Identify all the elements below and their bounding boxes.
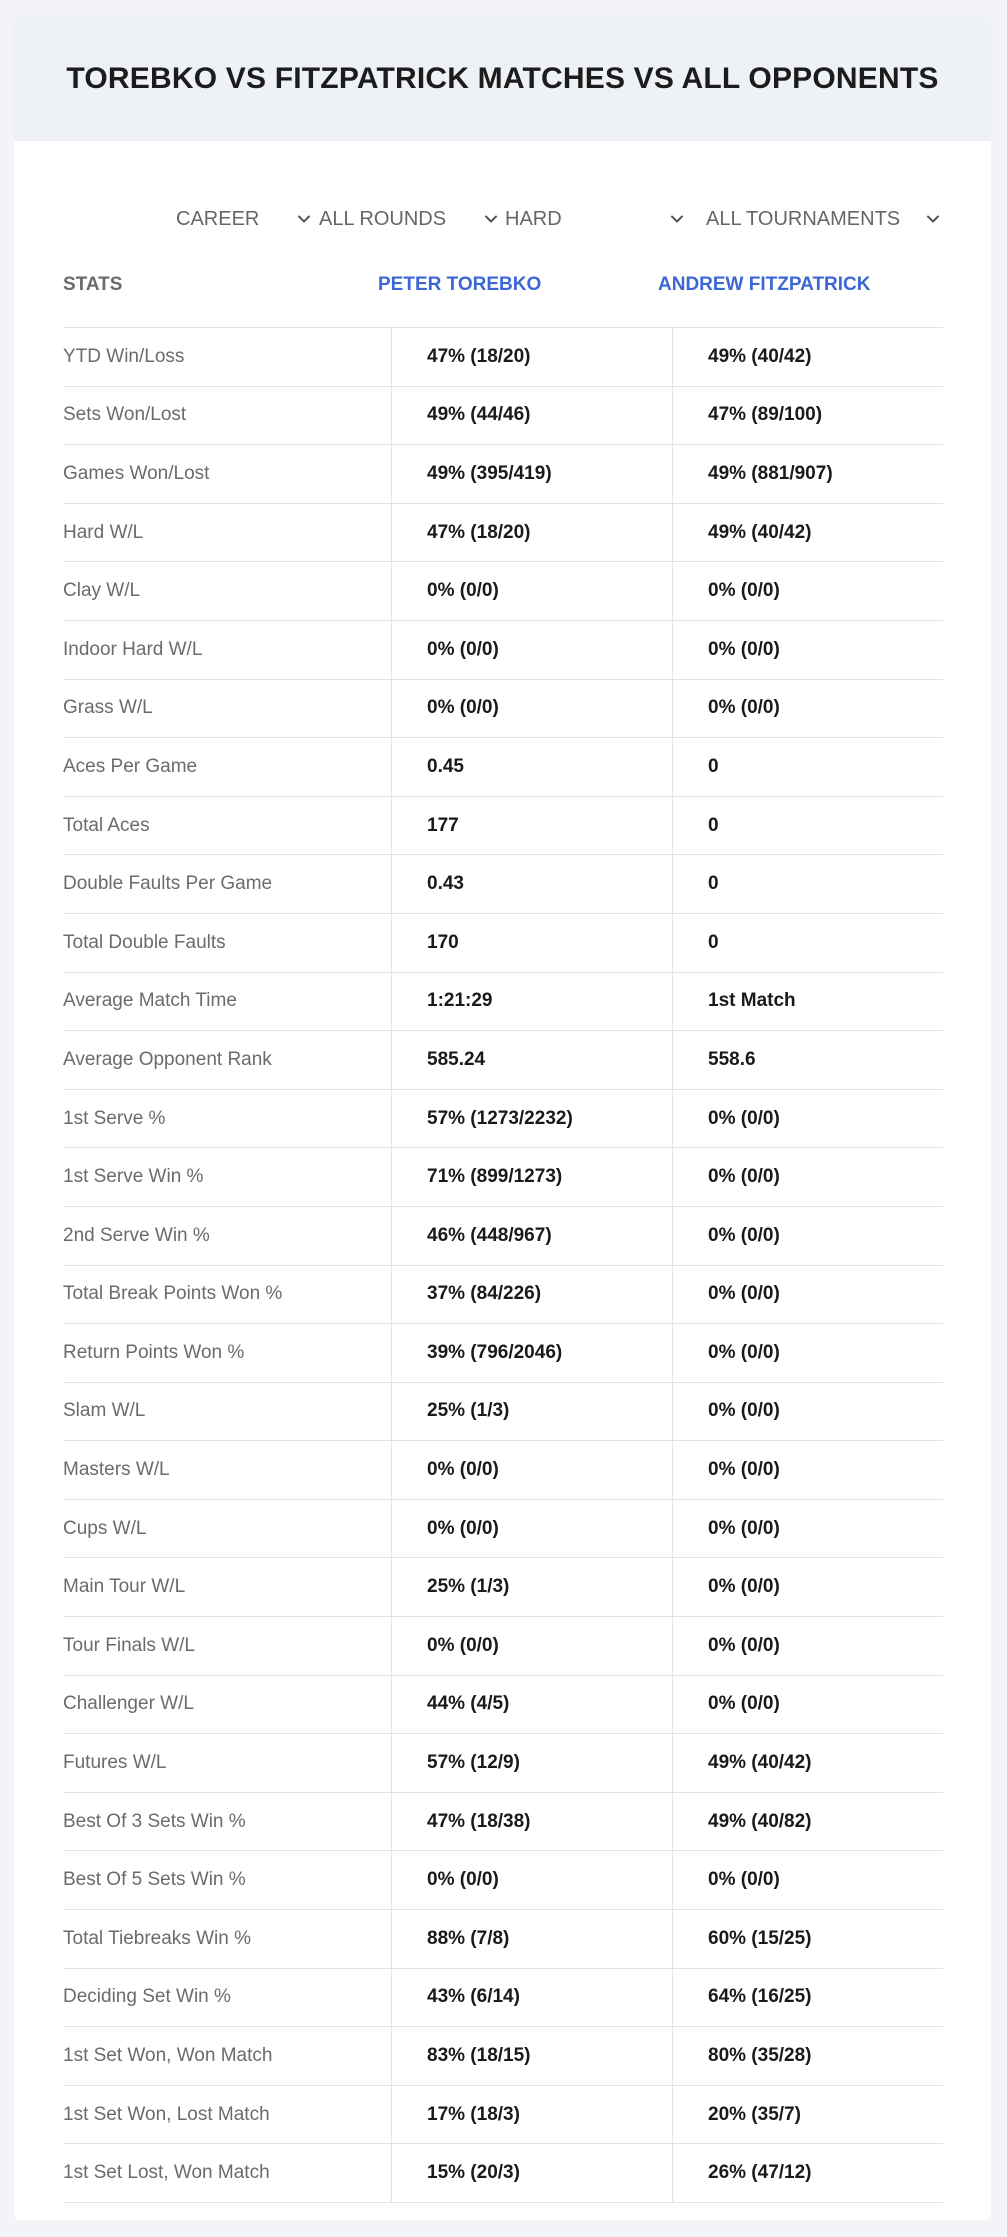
- table-row: [63, 1676, 943, 1735]
- column-divider: [391, 1207, 392, 1266]
- table-row: [63, 1558, 943, 1617]
- column-divider: [672, 1500, 673, 1559]
- chevron-down-icon: [925, 211, 941, 227]
- table-row: [63, 2086, 943, 2145]
- table-row: [63, 1031, 943, 1090]
- page-title: TOREBKO VS FITZPATRICK MATCHES VS ALL OPPONENTS: [66, 61, 939, 95]
- column-divider: [391, 387, 392, 446]
- stat-label: Clay W/L: [63, 580, 141, 602]
- stat-label: Masters W/L: [63, 1459, 170, 1481]
- column-divider: [672, 1734, 673, 1793]
- player2-value: 0% (0/0): [708, 1341, 780, 1363]
- column-divider: [391, 914, 392, 973]
- player1-value: 71% (899/1273): [427, 1166, 563, 1188]
- table-row: [63, 2144, 943, 2203]
- player1-value: 0% (0/0): [427, 1517, 499, 1539]
- table-row: [63, 973, 943, 1032]
- column-divider: [391, 1441, 392, 1500]
- column-divider: [391, 2144, 392, 2203]
- player2-value: 49% (40/42): [708, 345, 812, 367]
- player1-value: 170: [427, 931, 459, 953]
- table-row: [63, 1207, 943, 1266]
- player2-value: 26% (47/12): [708, 2162, 812, 2184]
- tournaments-filter[interactable]: [706, 194, 941, 244]
- column-divider: [672, 680, 673, 739]
- player2-value: 558.6: [708, 1048, 756, 1070]
- stat-label: Best Of 5 Sets Win %: [63, 1869, 246, 1891]
- column-divider: [391, 2027, 392, 2086]
- table-row: [63, 738, 943, 797]
- player1-value: 585.24: [427, 1048, 486, 1070]
- column-divider: [391, 1266, 392, 1325]
- player2-value: 0% (0/0): [708, 1576, 780, 1598]
- player2-value: 0% (0/0): [708, 1400, 780, 1422]
- column-divider: [672, 1383, 673, 1442]
- column-divider: [391, 445, 392, 504]
- table-row: [63, 1793, 943, 1852]
- column-divider: [672, 855, 673, 914]
- player1-value: 46% (448/967): [427, 1224, 552, 1246]
- header: [14, 16, 991, 141]
- column-divider: [391, 1851, 392, 1910]
- player2-value: 49% (881/907): [708, 462, 833, 484]
- table-row: [63, 1090, 943, 1149]
- stat-label: Average Opponent Rank: [63, 1048, 272, 1070]
- column-divider: [391, 855, 392, 914]
- table-header: [63, 254, 943, 328]
- column-divider: [391, 562, 392, 621]
- table-row: [63, 387, 943, 446]
- column-divider: [391, 328, 392, 387]
- column-divider: [672, 1031, 673, 1090]
- table-row: [63, 1734, 943, 1793]
- player2-value: 80% (35/28): [708, 2045, 812, 2067]
- table-row: [63, 1441, 943, 1500]
- stat-label: Main Tour W/L: [63, 1576, 186, 1598]
- column-divider: [391, 1617, 392, 1676]
- player1-value: 37% (84/226): [427, 1283, 542, 1305]
- player1-value: 47% (18/20): [427, 521, 531, 543]
- chevron-down-icon: [483, 211, 499, 227]
- chevron-down-icon: [669, 211, 685, 227]
- table-row: [63, 1324, 943, 1383]
- table-row: [63, 855, 943, 914]
- player1-value: 25% (1/3): [427, 1400, 510, 1422]
- stat-label: Indoor Hard W/L: [63, 638, 203, 660]
- table-row: [63, 1500, 943, 1559]
- player1-value: 49% (395/419): [427, 462, 552, 484]
- column-divider: [391, 738, 392, 797]
- stat-label: Sets Won/Lost: [63, 404, 187, 426]
- column-divider: [391, 1793, 392, 1852]
- player2-value: 1st Match: [708, 990, 796, 1012]
- column-divider: [672, 1617, 673, 1676]
- column-divider: [391, 1383, 392, 1442]
- player2-value: 64% (16/25): [708, 1986, 812, 2008]
- column-divider: [672, 2144, 673, 2203]
- column-header-stats: STATS: [63, 274, 123, 295]
- player1-value: 0% (0/0): [427, 1459, 499, 1481]
- player1-value: 0.43: [427, 873, 464, 895]
- stat-label: Total Break Points Won %: [63, 1283, 283, 1305]
- column-divider: [672, 914, 673, 973]
- player1-value: 25% (1/3): [427, 1576, 510, 1598]
- table-row: [63, 562, 943, 621]
- column-divider: [391, 1734, 392, 1793]
- column-divider: [391, 797, 392, 856]
- player2-value: 20% (35/7): [708, 2103, 801, 2125]
- column-divider: [672, 621, 673, 680]
- player1-value: 39% (796/2046): [427, 1341, 563, 1363]
- stat-label: 1st Serve %: [63, 1107, 166, 1129]
- table-row: [63, 1969, 943, 2028]
- column-divider: [672, 1969, 673, 2028]
- column-divider: [672, 1793, 673, 1852]
- player1-value: 0% (0/0): [427, 1634, 499, 1656]
- player2-value: 0% (0/0): [708, 1693, 780, 1715]
- stat-label: Aces Per Game: [63, 755, 198, 777]
- player2-value: 0% (0/0): [708, 1517, 780, 1539]
- column-divider: [391, 1558, 392, 1617]
- player2-value: 0% (0/0): [708, 697, 780, 719]
- column-divider: [672, 328, 673, 387]
- stat-label: Futures W/L: [63, 1752, 167, 1774]
- stat-label: 1st Set Won, Won Match: [63, 2045, 273, 2067]
- stat-label: 1st Set Lost, Won Match: [63, 2162, 270, 2184]
- player2-value: 0: [708, 814, 719, 836]
- career-filter[interactable]: [176, 194, 312, 244]
- player2-value: 0% (0/0): [708, 1869, 780, 1891]
- player1-value: 15% (20/3): [427, 2162, 520, 2184]
- player1-value: 57% (1273/2232): [427, 1107, 573, 1129]
- filter-bar: [14, 194, 991, 244]
- column-divider: [672, 2086, 673, 2145]
- column-divider: [672, 1558, 673, 1617]
- chevron-down-icon: [296, 211, 312, 227]
- player2-value: 0: [708, 755, 719, 777]
- player1-value: 44% (4/5): [427, 1693, 510, 1715]
- column-divider: [672, 504, 673, 563]
- player2-value: 60% (15/25): [708, 1927, 812, 1949]
- table-row: [63, 504, 943, 563]
- column-divider: [672, 445, 673, 504]
- stat-label: Slam W/L: [63, 1400, 146, 1422]
- column-divider: [672, 387, 673, 446]
- column-divider: [391, 1148, 392, 1207]
- table-row: [63, 1383, 943, 1442]
- stat-label: Total Double Faults: [63, 931, 226, 953]
- player2-value: 0: [708, 873, 719, 895]
- table-row: [63, 621, 943, 680]
- rounds-filter[interactable]: [319, 194, 499, 244]
- player2-value: 49% (40/82): [708, 1810, 812, 1832]
- column-header-player2[interactable]: ANDREW FITZPATRICK: [658, 274, 871, 295]
- column-header-player1[interactable]: PETER TOREBKO: [378, 274, 542, 295]
- table-row: [63, 797, 943, 856]
- stat-label: Return Points Won %: [63, 1341, 245, 1363]
- player1-value: 0.45: [427, 755, 464, 777]
- stat-label: YTD Win/Loss: [63, 345, 185, 367]
- player1-value: 0% (0/0): [427, 638, 499, 660]
- column-divider: [391, 1090, 392, 1149]
- column-divider: [391, 1676, 392, 1735]
- stat-label: Total Aces: [63, 814, 150, 836]
- player1-value: 43% (6/14): [427, 1986, 520, 2008]
- player2-value: 49% (40/42): [708, 521, 812, 543]
- surface-filter[interactable]: [505, 194, 685, 244]
- player1-value: 17% (18/3): [427, 2103, 520, 2125]
- stat-label: Grass W/L: [63, 697, 153, 719]
- column-divider: [672, 1090, 673, 1149]
- player1-value: 0% (0/0): [427, 580, 499, 602]
- player2-value: 0% (0/0): [708, 638, 780, 660]
- player1-value: 83% (18/15): [427, 2045, 531, 2067]
- player2-value: 0% (0/0): [708, 580, 780, 602]
- player1-value: 0% (0/0): [427, 697, 499, 719]
- column-divider: [672, 1676, 673, 1735]
- player2-value: 0% (0/0): [708, 1224, 780, 1246]
- column-divider: [391, 1969, 392, 2028]
- player1-value: 47% (18/38): [427, 1810, 531, 1832]
- player1-value: 177: [427, 814, 459, 836]
- stat-label: Average Match Time: [63, 990, 237, 1012]
- player1-value: 1:21:29: [427, 990, 493, 1012]
- stat-label: Cups W/L: [63, 1517, 147, 1539]
- column-divider: [672, 562, 673, 621]
- stat-label: Tour Finals W/L: [63, 1634, 195, 1656]
- stats-table: [63, 254, 943, 2203]
- column-divider: [672, 2027, 673, 2086]
- stat-label: Double Faults Per Game: [63, 873, 273, 895]
- table-row: [63, 1266, 943, 1325]
- table-row: [63, 328, 943, 387]
- filter-label: ALL ROUNDS: [319, 207, 447, 230]
- table-row: [63, 2027, 943, 2086]
- filter-label: ALL TOURNAMENTS: [706, 207, 901, 230]
- table-row: [63, 680, 943, 739]
- column-divider: [672, 738, 673, 797]
- player1-value: 57% (12/9): [427, 1752, 520, 1774]
- stat-label: Hard W/L: [63, 521, 144, 543]
- player2-value: 47% (89/100): [708, 404, 823, 426]
- column-divider: [391, 1500, 392, 1559]
- column-divider: [672, 1851, 673, 1910]
- column-divider: [391, 2086, 392, 2145]
- column-divider: [672, 797, 673, 856]
- column-divider: [672, 1266, 673, 1325]
- stat-label: 2nd Serve Win %: [63, 1224, 210, 1246]
- stat-label: Total Tiebreaks Win %: [63, 1927, 251, 1949]
- player2-value: 0% (0/0): [708, 1634, 780, 1656]
- stat-label: Deciding Set Win %: [63, 1986, 231, 2008]
- table-row: [63, 1851, 943, 1910]
- column-divider: [672, 1148, 673, 1207]
- column-divider: [391, 1324, 392, 1383]
- table-row: [63, 914, 943, 973]
- player1-value: 47% (18/20): [427, 345, 531, 367]
- table-body: [63, 328, 943, 2203]
- column-divider: [672, 973, 673, 1032]
- column-divider: [391, 680, 392, 739]
- stat-label: Best Of 3 Sets Win %: [63, 1810, 246, 1832]
- column-divider: [391, 973, 392, 1032]
- column-divider: [391, 1910, 392, 1969]
- player2-value: 49% (40/42): [708, 1752, 812, 1774]
- player1-value: 49% (44/46): [427, 404, 531, 426]
- player2-value: 0% (0/0): [708, 1283, 780, 1305]
- player2-value: 0% (0/0): [708, 1107, 780, 1129]
- column-divider: [391, 621, 392, 680]
- stat-label: 1st Set Won, Lost Match: [63, 2103, 270, 2125]
- player2-value: 0% (0/0): [708, 1166, 780, 1188]
- stat-label: 1st Serve Win %: [63, 1166, 204, 1188]
- stat-label: Challenger W/L: [63, 1693, 194, 1715]
- table-row: [63, 1910, 943, 1969]
- table-row: [63, 445, 943, 504]
- column-divider: [672, 1910, 673, 1969]
- player2-value: 0: [708, 931, 719, 953]
- table-row: [63, 1617, 943, 1676]
- column-divider: [672, 1441, 673, 1500]
- stats-card: [14, 16, 991, 2220]
- column-divider: [391, 1031, 392, 1090]
- stat-label: Games Won/Lost: [63, 462, 210, 484]
- player1-value: 0% (0/0): [427, 1869, 499, 1891]
- column-divider: [672, 1207, 673, 1266]
- filter-label: CAREER: [176, 207, 260, 230]
- filter-label: HARD: [505, 207, 562, 230]
- column-divider: [391, 504, 392, 563]
- table-row: [63, 1148, 943, 1207]
- column-divider: [672, 1324, 673, 1383]
- player2-value: 0% (0/0): [708, 1459, 780, 1481]
- player1-value: 88% (7/8): [427, 1927, 510, 1949]
